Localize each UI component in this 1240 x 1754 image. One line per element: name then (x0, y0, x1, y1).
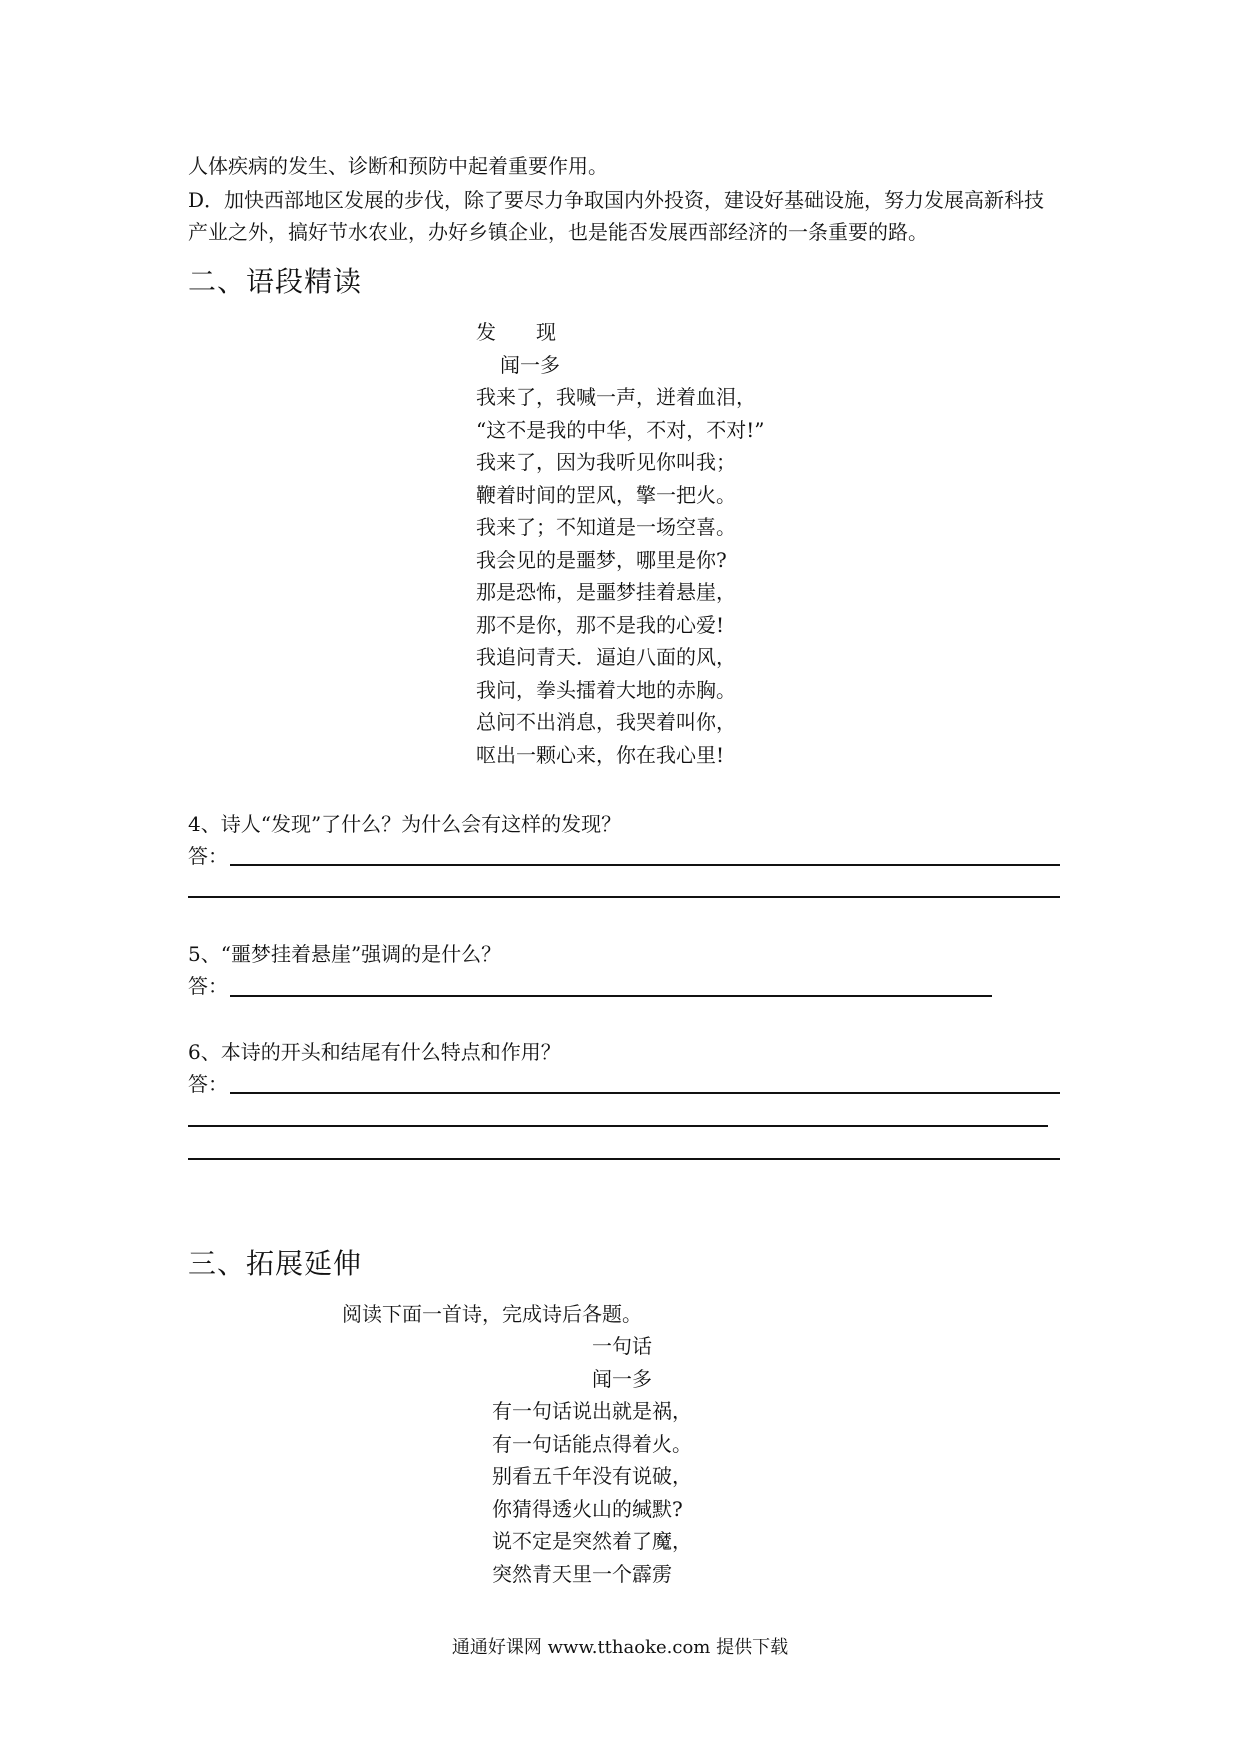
section-heading-reading: 二、语段精读 (188, 265, 363, 298)
poem-line: 有一句话说出就是祸， (492, 1399, 692, 1423)
page-footer: 通通好课网 www.tthaoke.com 提供下载 (451, 1637, 789, 1658)
poem-line: 我来了；不知道是一场空喜。 (476, 515, 736, 539)
poem-line: 那不是你，那不是我的心爱! (476, 612, 725, 637)
option-d-paragraph: D．加快西部地区发展的步伐，除了要尽力争取国内外投资，建设好基础设施，努力发展高新科技产业之外，搞好节水农业，办好乡镇企业，也是能否发展西部经济的一条重要的路。 (188, 188, 1045, 244)
answer-label-6: 答： (188, 1072, 228, 1096)
poem-line: 突然青天里一个霹雳 (492, 1561, 672, 1586)
answer-line-5[interactable] (230, 995, 992, 997)
poem-line: 我追问青天．逼迫八面的风， (476, 645, 736, 669)
question-4: 4、诗人“发现”了什么？为什么会有这样的发现？ (188, 812, 622, 836)
instruction-text: 阅读下面一首诗，完成诗后各题。 (342, 1302, 642, 1326)
poem-title: 发 现 (476, 320, 556, 344)
answer-line-4a[interactable] (230, 864, 1060, 866)
poem-line: 鞭着时间的罡风，擎一把火。 (476, 482, 736, 507)
poem-discovery (476, 316, 765, 771)
poem-line: 说不定是突然着了魔， (492, 1529, 692, 1553)
poem-author: 闻一多 (500, 352, 560, 377)
answer-line-6b[interactable] (188, 1125, 1048, 1127)
poem-author: 闻一多 (592, 1366, 652, 1391)
poem-line: 我问，拳头擂着大地的赤胸。 (476, 677, 736, 702)
poem-line: 我会见的是噩梦，哪里是你? (476, 547, 727, 572)
poem-line: 有一句话能点得着火。 (492, 1431, 692, 1456)
answer-label-4: 答： (188, 844, 228, 868)
poem-line: 你猜得透火山的缄默? (492, 1496, 683, 1521)
answer-line-6a[interactable] (230, 1092, 1060, 1094)
poem-line: 我来了，我喊一声，迸着血泪， (476, 385, 756, 409)
answer-line-6c[interactable] (188, 1158, 1060, 1160)
question-5: 5、“噩梦挂着悬崖”强调的是什么？ (188, 942, 502, 966)
poem-line: 总问不出消息，我哭着叫你， (476, 710, 736, 734)
poem-line: 我来了，因为我听见你叫我； (476, 450, 736, 474)
poem-line: 别看五千年没有说破， (492, 1464, 692, 1488)
question-6: 6、本诗的开头和结尾有什么特点和作用？ (188, 1040, 561, 1064)
poem-line: 呕出一颗心来，你在我心里! (476, 742, 725, 767)
poem-line: 那是恐怖，是噩梦挂着悬崖， (476, 580, 736, 604)
answer-label-5: 答： (188, 974, 228, 998)
answer-line-4b[interactable] (188, 896, 1060, 898)
poem-one-sentence (492, 1330, 692, 1590)
poem-line: “这不是我的中华，不对，不对!” (476, 417, 765, 442)
poem-title: 一句话 (592, 1334, 652, 1358)
section-heading-extension: 三、拓展延伸 (188, 1247, 363, 1280)
continuation-line: 人体疾病的发生、诊断和预防中起着重要作用。 (188, 154, 608, 178)
